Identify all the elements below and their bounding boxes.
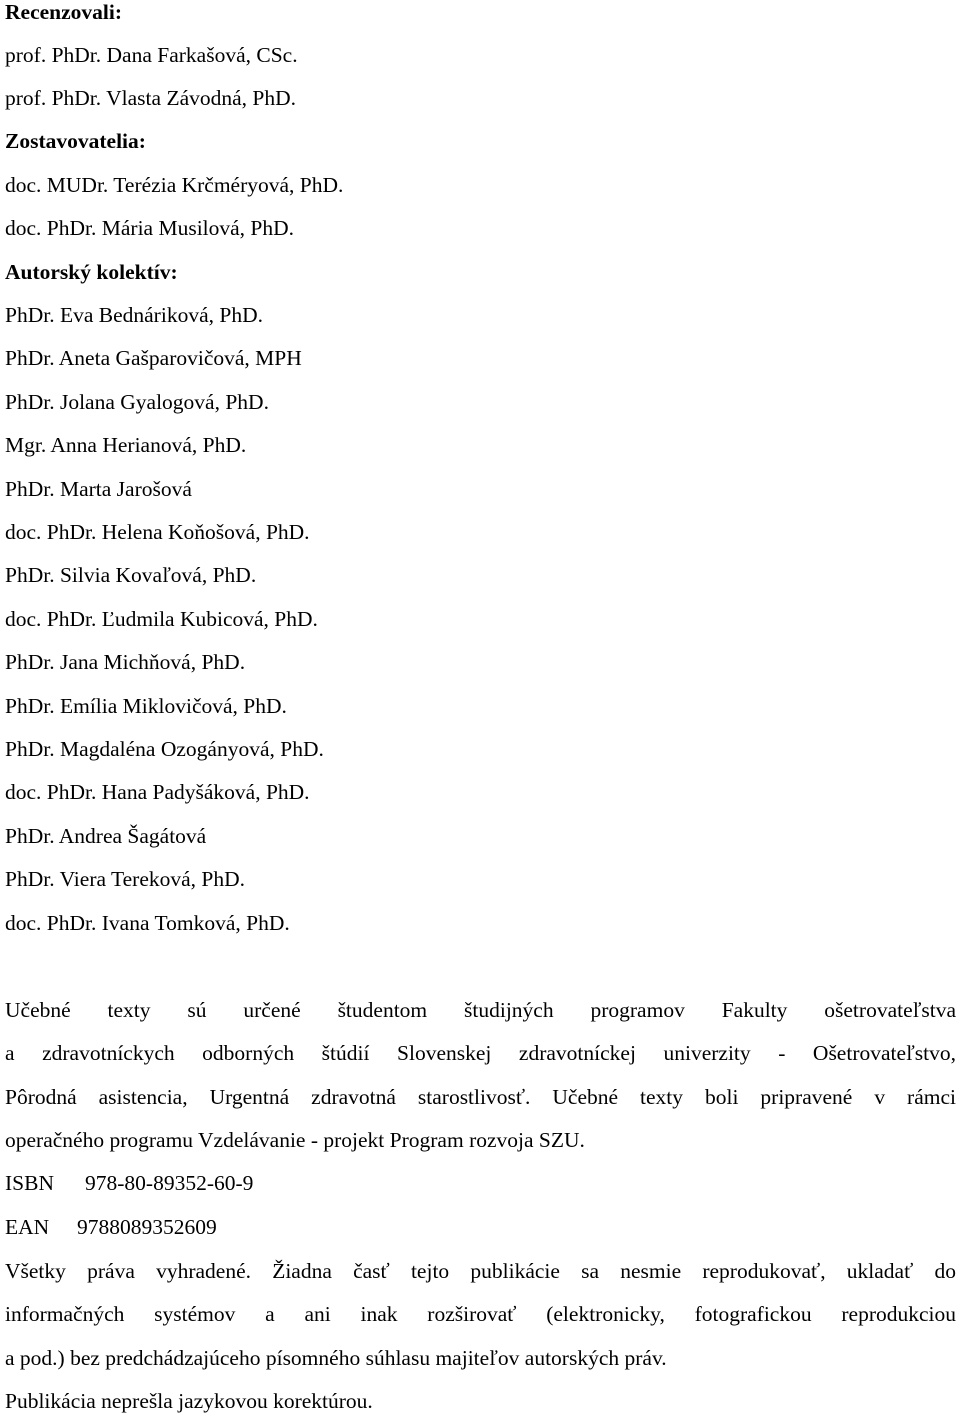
author-name: PhDr. Eva Bednáriková, PhD. bbox=[5, 303, 263, 327]
author-name: PhDr. Aneta Gašparovičová, MPH bbox=[5, 346, 302, 370]
author-name: PhDr. Emília Miklovičová, PhD. bbox=[5, 694, 287, 718]
editor-name: doc. PhDr. Mária Musilová, PhD. bbox=[5, 216, 295, 240]
purpose-text-line: Učebné texty sú určené študentom študijných programov Fakulty ošetrovateľstva bbox=[5, 998, 956, 1022]
ean-row bbox=[5, 1215, 217, 1239]
rights-text-line: informačných systémov a ani inak rozširovať (elektronicky, fotografickou reprodukciou bbox=[5, 1302, 956, 1326]
author-name: PhDr. Silvia Kovaľová, PhD. bbox=[5, 563, 257, 587]
rights-text-line: a pod.) bez predchádzajúceho písomného súhlasu majiteľov autorských práv. bbox=[5, 1346, 667, 1370]
author-name: PhDr. Andrea Šagátová bbox=[5, 824, 207, 848]
purpose-text-line: operačného programu Vzdelávanie - projekt Program rozvoja SZU. bbox=[5, 1128, 585, 1152]
rights-text-line: Všetky práva vyhradené. Žiadna časť tejto publikácie sa nesmie reprodukovať, ukladať do bbox=[5, 1259, 956, 1283]
isbn-label: ISBN bbox=[5, 1171, 54, 1195]
author-name: PhDr. Jolana Gyalogová, PhD. bbox=[5, 390, 269, 414]
purpose-text-line: Pôrodná asistencia, Urgentná zdravotná starostlivosť. Učebné texty boli pripravené v rámci bbox=[5, 1085, 956, 1109]
author-name: PhDr. Viera Tereková, PhD. bbox=[5, 867, 246, 891]
author-name: PhDr. Magdaléna Ozogányová, PhD. bbox=[5, 737, 324, 761]
reviewer-name: prof. PhDr. Dana Farkašová, CSc. bbox=[5, 43, 298, 67]
editor-name: doc. MUDr. Terézia Krčméryová, PhD. bbox=[5, 173, 344, 197]
reviewer-name: prof. PhDr. Vlasta Závodná, PhD. bbox=[5, 86, 297, 110]
author-name: PhDr. Marta Jarošová bbox=[5, 477, 192, 501]
isbn-row bbox=[5, 1171, 253, 1195]
author-name: doc. PhDr. Hana Padyšáková, PhD. bbox=[5, 780, 310, 804]
ean-value: 9788089352609 bbox=[77, 1215, 217, 1239]
author-name: doc. PhDr. Ivana Tomková, PhD. bbox=[5, 911, 290, 935]
author-name: PhDr. Jana Michňová, PhD. bbox=[5, 650, 246, 674]
author-name: doc. PhDr. Ľudmila Kubicová, PhD. bbox=[5, 607, 318, 631]
proofreading-note: Publikácia neprešla jazykovou korektúrou. bbox=[5, 1389, 373, 1413]
editors-heading: Zostavovatelia: bbox=[5, 129, 146, 153]
ean-label: EAN bbox=[5, 1215, 50, 1239]
authors-heading: Autorský kolektív: bbox=[5, 260, 178, 284]
reviewers-heading: Recenzovali: bbox=[5, 0, 123, 24]
purpose-text-line: a zdravotníckych odborných štúdií Slovenskej zdravotníckej univerzity - Ošetrovateľstvo, bbox=[5, 1041, 956, 1065]
isbn-value: 978-80-89352-60-9 bbox=[85, 1171, 254, 1195]
author-name: doc. PhDr. Helena Koňošová, PhD. bbox=[5, 520, 310, 544]
author-name: Mgr. Anna Herianová, PhD. bbox=[5, 433, 247, 457]
